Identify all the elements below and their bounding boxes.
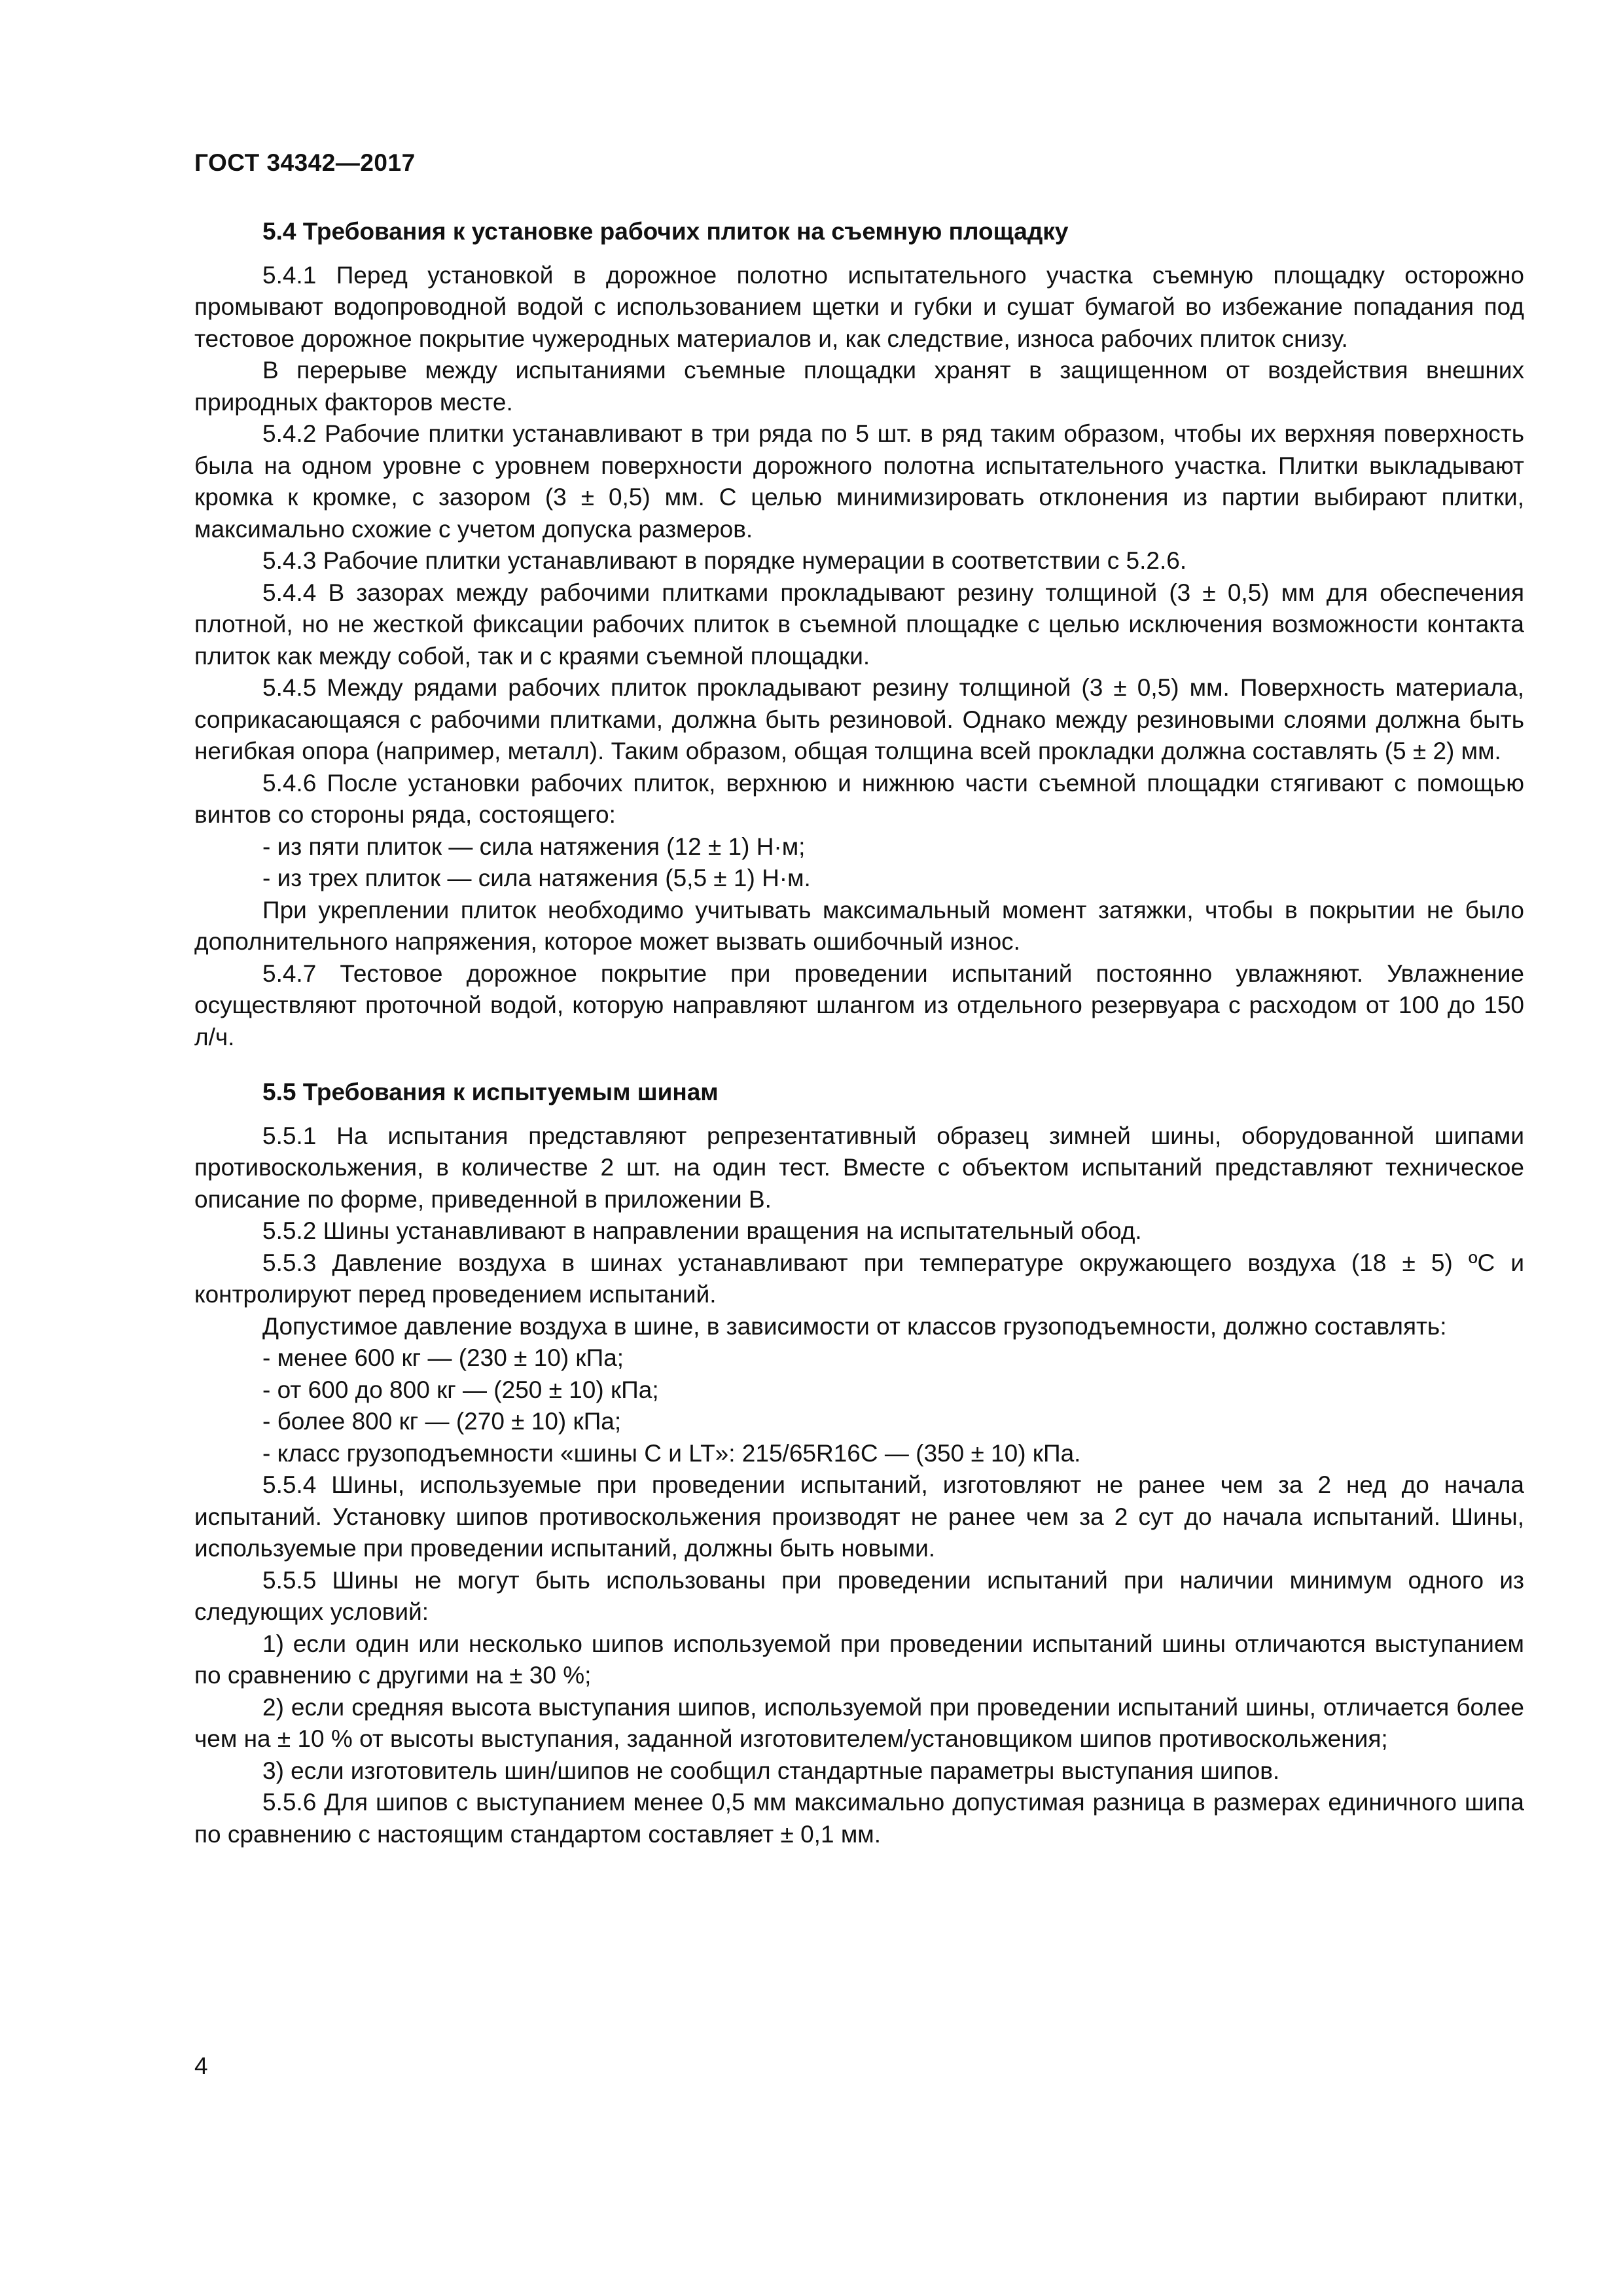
- standard-header: ГОСТ 34342—2017: [194, 149, 416, 176]
- condition-2: 2) если средняя высота выступания шипов, используемой при проведении испытаний шины, отличается более чем на ± 10 % от высоты выступания, заданной изготовителем/установщиком шипов противоскольжения;: [194, 1693, 1524, 1752]
- paragraph-pressure-intro: Допустимое давление воздуха в шине, в зависимости от классов грузоподъемности, должно составлять:: [262, 1312, 1447, 1340]
- paragraph-5-5-2: 5.5.2 Шины устанавливают в направлении вращения на испытательный обод.: [262, 1217, 1142, 1244]
- list-item-pressure-over-800: - более 800 кг — (270 ± 10) кПа;: [262, 1408, 622, 1435]
- list-item-pressure-under-600: - менее 600 кг — (230 ± 10) кПа;: [262, 1344, 624, 1371]
- condition-1: 1) если один или несколько шипов используемой при проведении испытаний шины отличаются выступанием по сравнению с другими на ± 30 %;: [194, 1630, 1524, 1689]
- paragraph-5-5-6: 5.5.6 Для шипов с выступанием менее 0,5 мм максимально допустимая разница в размерах единичного шипа по сравнению с настоящим стандартом составляет ± 0,1 мм.: [194, 1789, 1524, 1848]
- paragraph-5-4-4: 5.4.4 В зазорах между рабочими плитками прокладывают резину толщиной (3 ± 0,5) мм для обеспечения плотной, но не жесткой фиксации рабочих плиток в съемной площадке с целью исключения возможности контакта плиток как между собой, так и с краями съемной площадки.: [194, 579, 1524, 670]
- list-item-five-tiles: - из пяти плиток — сила натяжения (12 ± 1) Н·м;: [262, 833, 806, 860]
- paragraph-storage: В перерыве между испытаниями съемные площадки хранят в защищенном от воздействия внешних природных факторов месте.: [194, 357, 1524, 416]
- list-item-pressure-c-lt: - класс грузоподъемности «шины С и LT»: 215/65R16C — (350 ± 10) кПа.: [262, 1439, 1081, 1467]
- paragraph-5-5-3: 5.5.3 Давление воздуха в шинах устанавливают при температуре окружающего воздуха (18 ± 5) ºC и контролируют перед проведением испытаний.: [194, 1249, 1524, 1308]
- page-number: 4: [194, 2053, 208, 2079]
- paragraph-5-4-3: 5.4.3 Рабочие плитки устанавливают в порядке нумерации в соответствии с 5.2.6.: [262, 547, 1187, 574]
- paragraph-5-4-2: 5.4.2 Рабочие плитки устанавливают в три ряда по 5 шт. в ряд таким образом, чтобы их верхняя поверхность была на одном уровне с уровнем поверхности дорожного полотна испытательного участка. Плитки выкладывают кромка к кромке, с зазором (3 ± 0,5) мм. С целью минимизировать отклонения из партии выбирают плитки, максимально схожие с учетом допуска размеров.: [194, 420, 1524, 543]
- paragraph-5-5-4: 5.5.4 Шины, используемые при проведении испытаний, изготовляют не ранее чем за 2 нед до начала испытаний. Установку шипов противоскольжения производят не ранее чем за 2 сут до начала испытаний. Шины, используемые при проведении испытаний, должны быть новыми.: [194, 1471, 1524, 1562]
- section-5-4-title: 5.4 Требования к установке рабочих плиток на съемную площадку: [262, 218, 1069, 245]
- list-item-three-tiles: - из трех плиток — сила натяжения (5,5 ± 1) Н·м.: [262, 865, 811, 891]
- paragraph-5-5-5: 5.5.5 Шины не могут быть использованы при проведении испытаний при наличии минимум одного из следующих условий:: [194, 1566, 1524, 1625]
- list-item-pressure-600-800: - от 600 до 800 кг — (250 ± 10) кПа;: [262, 1376, 659, 1403]
- paragraph-tightening: При укреплении плиток необходимо учитывать максимальный момент затяжки, чтобы в покрытии не было дополнительного напряжения, которое может вызвать ошибочный износ.: [194, 896, 1524, 955]
- paragraph-5-4-1: 5.4.1 Перед установкой в дорожное полотно испытательного участка съемную площадку осторожно промывают водопроводной водой с использованием щетки и губки и сушат бумагой во избежание попадания под тестовое дорожное покрытие чужеродных материалов и, как следствие, износа рабочих плиток снизу.: [194, 261, 1524, 352]
- paragraph-5-4-7: 5.4.7 Тестовое дорожное покрытие при проведении испытаний постоянно увлажняют. Увлажнение осуществляют проточной водой, которую направляют шлангом из отдельного резервуара с расходом от 100 до 150 л/ч.: [194, 960, 1524, 1050]
- paragraph-5-4-6: 5.4.6 После установки рабочих плиток, верхнюю и нижнюю части съемной площадки стягивают с помощью винтов со стороны ряда, состоящего:: [194, 769, 1524, 828]
- paragraph-5-5-1: 5.5.1 На испытания представляют репрезентативный образец зимней шины, оборудованной шипами противоскольжения, в количестве 2 шт. на один тест. Вместе с объектом испытаний представляют техническое описание по форме, приведенной в приложении В.: [194, 1122, 1524, 1213]
- condition-3: 3) если изготовитель шин/шипов не сообщил стандартные параметры выступания шипов.: [262, 1757, 1280, 1784]
- paragraph-5-4-5: 5.4.5 Между рядами рабочих плиток прокладывают резину толщиной (3 ± 0,5) мм. Поверхность материала, соприкасающаяся с рабочими плитками, должна быть резиновой. Однако между резиновыми слоями должна быть негибкая опора (например, металл). Таким образом, общая толщина всей прокладки должна составлять (5 ± 2) мм.: [194, 674, 1524, 764]
- section-5-5-title: 5.5 Требования к испытуемым шинам: [262, 1079, 719, 1105]
- document-body: [194, 216, 1524, 1850]
